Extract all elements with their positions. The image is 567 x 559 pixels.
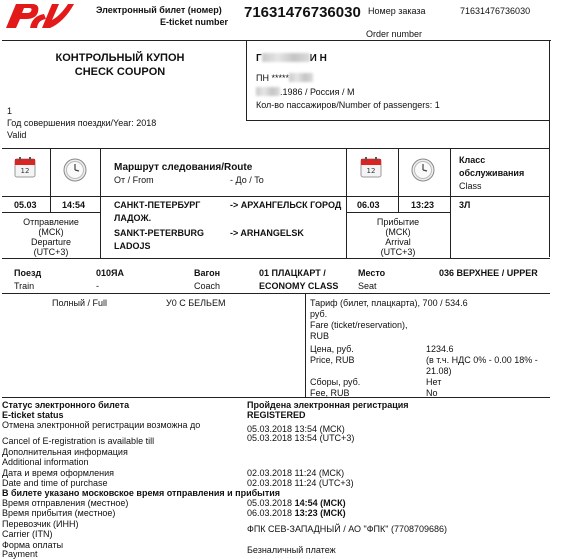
payment-value: Безналичный платеж bbox=[247, 545, 336, 555]
coupon-title-ru: КОНТРОЛЬНЫЙ КУПОН bbox=[55, 52, 185, 64]
from-station-ru-2: ЛАДОЖ. bbox=[114, 213, 152, 223]
purchase-label-ru: Дата и время оформления bbox=[2, 468, 115, 478]
departure-time: 14:54 bbox=[62, 200, 86, 210]
tariff-line-1: Тариф (билет, плацкарта), 700 / 534.6 bbox=[310, 298, 468, 308]
seat-label-en: Seat bbox=[358, 281, 377, 291]
fees-value-ru: Нет bbox=[426, 377, 442, 387]
arrival-time: 13:23 bbox=[411, 200, 435, 210]
class-label-en: Class bbox=[459, 181, 482, 191]
calendar-icon bbox=[360, 156, 382, 178]
clock-icon bbox=[63, 158, 87, 182]
train-number: 010ЯА bbox=[96, 268, 124, 278]
car-type-en: ECONOMY CLASS bbox=[259, 281, 339, 291]
arrival-label-ru: Прибытие bbox=[376, 217, 420, 227]
cancel-label-ru: Отмена электронной регистрации возможна до bbox=[2, 420, 201, 430]
cancel-date-utc: 05.03.2018 13:54 (UTC+3) bbox=[247, 433, 355, 443]
status-label-ru: Статус электронного билета bbox=[2, 400, 130, 410]
car-label-ru: Вагон bbox=[194, 268, 221, 278]
divider bbox=[450, 148, 451, 258]
divider bbox=[398, 148, 399, 212]
divider bbox=[305, 293, 306, 397]
train-number-en: - bbox=[96, 281, 99, 291]
ticket-number-label-ru: Электронный билет (номер) bbox=[96, 5, 222, 15]
moscow-time-note: В билете указано московское время отправления и прибытия bbox=[2, 488, 281, 498]
coupon-index: 1 bbox=[7, 106, 13, 116]
arrival-local-value: 06.03.2018 13:23 (МСК) bbox=[247, 508, 346, 518]
to-label: - До / To bbox=[230, 175, 264, 185]
from-station-ru-1: САНКТ-ПЕТЕРБУРГ bbox=[114, 200, 201, 210]
price-label-en: Price, RUB bbox=[310, 355, 355, 365]
arrival-local-label: Время прибытия (местное) bbox=[2, 508, 116, 518]
departure-label-en: Departure bbox=[30, 237, 72, 247]
divider bbox=[2, 196, 550, 197]
seat-label-ru: Место bbox=[358, 268, 386, 278]
train-label-ru: Поезд bbox=[14, 268, 42, 278]
divider bbox=[246, 120, 550, 121]
tariff-line-2: руб. bbox=[310, 309, 328, 319]
payment-label-en: Payment bbox=[2, 549, 38, 559]
price-value: 1234.6 bbox=[426, 344, 454, 354]
passengers-count: Кол-во пассажиров/Number of passengers: 1 bbox=[256, 100, 440, 110]
svg-text:12: 12 bbox=[366, 167, 376, 175]
car-label-en: Coach bbox=[194, 281, 221, 291]
ticket-number-label-en: E-ticket number bbox=[160, 17, 229, 27]
passenger-birth: .1986 / Россия / М bbox=[256, 87, 355, 97]
passenger-name: Г И Н bbox=[256, 53, 327, 64]
purchase-date-utc: 02.03.2018 11:24 (UTC+3) bbox=[247, 478, 354, 488]
arrival-tz: (МСК) bbox=[385, 227, 411, 237]
divider bbox=[246, 40, 247, 120]
coupon-title-en: CHECK COUPON bbox=[74, 66, 166, 78]
from-label: От / From bbox=[114, 175, 154, 185]
price-label-ru: Цена, руб. bbox=[310, 344, 354, 354]
seat-value: 036 ВЕРХНЕЕ / UPPER bbox=[439, 268, 538, 278]
fare-type: Полный / Full bbox=[52, 298, 107, 308]
tariff-line-4: RUB bbox=[310, 331, 330, 341]
linen-service: У0 С БЕЛЬЕМ bbox=[166, 298, 226, 308]
carrier-label-en: Carrier (ITN) bbox=[2, 529, 53, 539]
fees-label-en: Fee, RUB bbox=[310, 388, 350, 398]
divider bbox=[100, 148, 101, 258]
ticket-number: 71631476736030 bbox=[244, 4, 361, 21]
registration-status-ru: Пройдена электронная регистрация bbox=[247, 400, 409, 410]
fees-value-en: No bbox=[426, 388, 438, 398]
order-number-label-ru: Номер заказа bbox=[368, 6, 426, 16]
to-station-ru: -> АРХАНГЕЛЬСК ГОРОД bbox=[230, 200, 342, 210]
car-type-ru: 01 ПЛАЦКАРТ / bbox=[259, 268, 326, 278]
additional-info-ru: Дополнительная информация bbox=[2, 447, 128, 457]
trip-year: Год совершения поездки/Year: 2018 bbox=[7, 118, 157, 128]
status-label-en: E-ticket status bbox=[2, 410, 64, 420]
departure-date: 05.03 bbox=[14, 200, 37, 210]
train-label-en: Train bbox=[14, 281, 35, 291]
fees-label-ru: Сборы, руб. bbox=[310, 377, 361, 387]
carrier-value: ФПК СЕВ-ЗАПАДНЫЙ / АО "ФПК" (7708709686) bbox=[247, 524, 447, 534]
clock-icon bbox=[411, 158, 435, 182]
rzd-logo bbox=[2, 2, 74, 30]
departure-label-ru: Отправление bbox=[23, 217, 79, 227]
payment-label-ru: Форма оплаты bbox=[2, 540, 64, 550]
additional-info-en: Additional information bbox=[2, 457, 89, 467]
class-value: 3Л bbox=[459, 200, 471, 210]
divider bbox=[2, 397, 550, 398]
departure-tz: (МСК) bbox=[38, 227, 64, 237]
tariff-line-3: Fare (ticket/reservation), bbox=[310, 320, 408, 330]
svg-text:12: 12 bbox=[20, 167, 30, 175]
divider bbox=[2, 258, 550, 259]
carrier-label-ru: Перевозчик (ИНН) bbox=[2, 519, 79, 529]
route-title: Маршрут следования/Route bbox=[114, 162, 253, 173]
cancel-label-en: Cancel of E-registration is available till bbox=[2, 436, 155, 446]
passenger-document: ПН ***** bbox=[256, 73, 313, 83]
registration-status-en: REGISTERED bbox=[247, 410, 306, 420]
arrival-label-en: Arrival bbox=[385, 237, 411, 247]
valid-label: Valid bbox=[7, 130, 27, 140]
arrival-utc: (UTC+3) bbox=[380, 247, 416, 257]
class-label-ru-1: Класс bbox=[459, 155, 486, 165]
order-number-label-en: Order number bbox=[366, 29, 423, 39]
cancel-date-msk: 05.03.2018 13:54 (МСК) bbox=[247, 424, 345, 434]
divider bbox=[2, 212, 100, 213]
from-station-en-2: LADOJS bbox=[114, 241, 151, 251]
divider bbox=[2, 293, 550, 294]
order-number: 71631476736030 bbox=[460, 6, 531, 16]
purchase-date-msk: 02.03.2018 11:24 (МСК) bbox=[247, 468, 345, 478]
purchase-label-en: Date and time of purchase bbox=[2, 478, 108, 488]
from-station-en-1: SANKT-PETERBURG bbox=[114, 228, 205, 238]
divider bbox=[346, 212, 450, 213]
divider bbox=[2, 40, 551, 41]
arrival-date: 06.03 bbox=[357, 200, 380, 210]
divider bbox=[2, 148, 550, 149]
vat-line-2: 21.08) bbox=[426, 366, 452, 376]
class-label-ru-2: обслуживания bbox=[459, 168, 525, 178]
departure-local-label: Время отправления (местное) bbox=[2, 498, 129, 508]
divider bbox=[50, 148, 51, 212]
to-station-en: -> ARHANGELSK bbox=[230, 228, 304, 238]
departure-utc: (UTC+3) bbox=[33, 247, 69, 257]
vat-line-1: (в т.ч. НДС 0% - 0.00 18% - bbox=[426, 355, 538, 365]
calendar-icon bbox=[14, 156, 36, 178]
departure-local-value: 05.03.2018 14:54 (МСК) bbox=[247, 498, 346, 508]
